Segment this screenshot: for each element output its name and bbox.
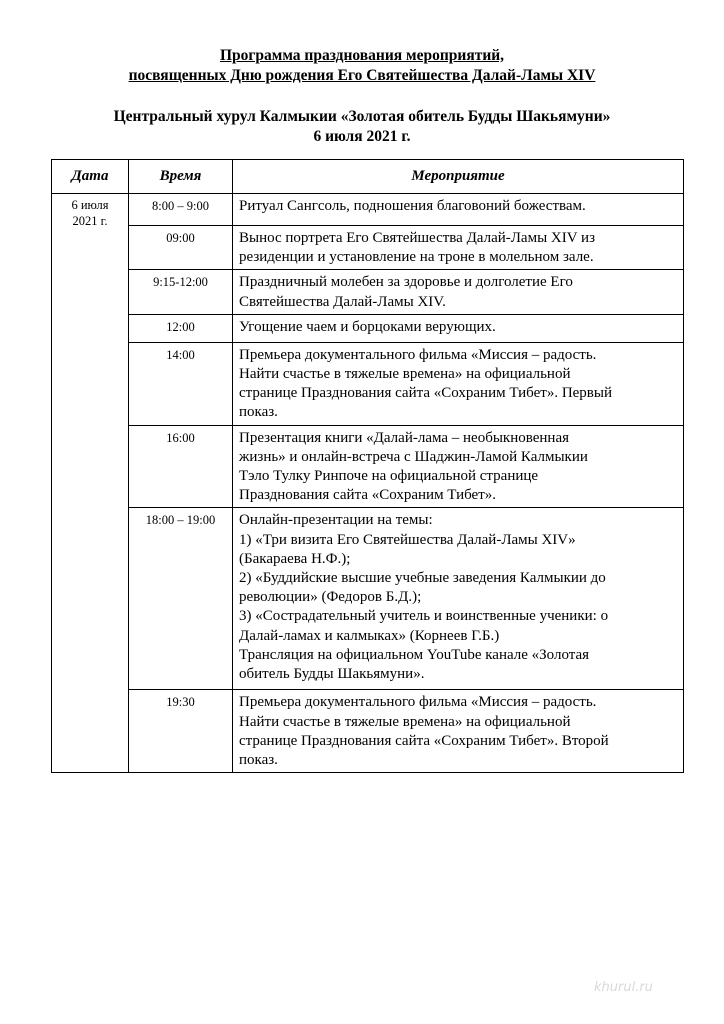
- time-cell: 09:00: [129, 226, 233, 270]
- event-text-line: Вынос портрета Его Святейшества Далай-Ламы XIV из: [239, 230, 596, 246]
- event-cell: [233, 508, 684, 690]
- time-cell: 12:00: [129, 314, 233, 342]
- table-row: [52, 270, 684, 314]
- time-cell: 8:00 – 9:00: [129, 194, 233, 226]
- event-cell: [233, 270, 684, 314]
- event-text-line: Праздничный молебен за здоровье и долголетие Его: [239, 274, 573, 291]
- event-text-line: Премьера документального фильма «Миссия – радость.: [239, 346, 597, 363]
- header-event: Мероприятие: [233, 160, 684, 194]
- event-text-line: Далай-ламах и калмыках» (Корнеев Г.Б.): [239, 627, 500, 644]
- date-line: 6 июля: [71, 198, 109, 212]
- watermark-text: khurul.ru: [594, 980, 653, 995]
- event-text-line: 2) «Буддийские высшие учебные заведения Калмыкии до: [239, 570, 606, 587]
- event-text-line: Найти счастье в тяжелые времена» на официальной: [239, 366, 571, 383]
- table-row: [52, 690, 684, 773]
- time-cell: 19:30: [129, 690, 233, 773]
- event-text-line: обитель Будды Шакьямуни».: [239, 666, 425, 683]
- event-text-line: Найти счастье в тяжелые времена» на официальной: [239, 713, 571, 730]
- time-cell: 14:00: [129, 342, 233, 425]
- date-cell: [52, 194, 129, 773]
- event-text-line: показ.: [239, 752, 278, 769]
- schedule-body: [52, 194, 684, 773]
- table-header-row: [52, 160, 684, 194]
- event-text-line: показ.: [239, 404, 278, 421]
- event-text-line: Трансляция на официальном YouTube канале «Золотая: [239, 646, 590, 663]
- event-text-line: странице Празднования сайта «Сохраним Тибет». Второй: [239, 732, 609, 749]
- event-text-line: 1) «Три визита Его Святейшества Далай-Ламы XIV»: [239, 531, 576, 548]
- event-cell: [233, 194, 684, 226]
- event-text-line: Угощение чаем и борцоками верующих.: [239, 318, 496, 335]
- event-text-line: жизнь» и онлайн-встреча с Шаджин-Ламой Калмыкии: [239, 448, 588, 465]
- event-text-line: Тэло Тулку Ринпоче на официальной странице: [239, 468, 539, 485]
- table-row: [52, 425, 684, 508]
- event-cell: [233, 690, 684, 773]
- event-cell: [233, 342, 684, 425]
- event-text-line: Празднования сайта «Сохраним Тибет».: [239, 487, 497, 504]
- table-row: [52, 314, 684, 342]
- event-text-line: революции» (Федоров Б.Д.);: [239, 589, 422, 606]
- event-date-subtitle: 6 июля 2021 г.: [313, 128, 411, 145]
- table-row: [52, 508, 684, 690]
- event-text-line: Премьера документального фильма «Миссия – радость.: [239, 694, 597, 711]
- table-row: [52, 194, 684, 226]
- table-row: [52, 226, 684, 270]
- time-cell: 18:00 – 19:00: [129, 508, 233, 690]
- event-text-line: Презентация книги «Далай-лама – необыкновенная: [239, 429, 570, 446]
- date-line: 2021 г.: [72, 214, 108, 228]
- time-cell: 16:00: [129, 425, 233, 508]
- event-cell: [233, 425, 684, 508]
- event-text-line: Ритуал Сангсоль, подношения благовоний божествам.: [239, 198, 586, 214]
- event-text-line: 3) «Сострадательный учитель и воинственные ученики: о: [239, 608, 609, 625]
- event-text-line: Онлайн-презентации на темы:: [239, 512, 433, 529]
- header-date: Дата: [52, 160, 129, 194]
- document-title-line-1: Программа празднования мероприятий,: [219, 47, 505, 64]
- event-text-line: (Бакараева Н.Ф.);: [239, 550, 351, 567]
- time-cell: 9:15-12:00: [129, 270, 233, 314]
- table-row: [52, 342, 684, 425]
- schedule-table: [51, 159, 684, 773]
- document-title-line-2: посвященных Дню рождения Его Святейшества Далай-Ламы XIV: [128, 67, 596, 84]
- event-text-line: странице Празднования сайта «Сохраним Тибет». Первый: [239, 385, 612, 402]
- venue-subtitle: Центральный хурул Калмыкии «Золотая обитель Будды Шакьямуни»: [113, 108, 611, 125]
- event-text-line: резиденции и установление на троне в молельном зале.: [239, 249, 594, 266]
- event-cell: [233, 226, 684, 270]
- event-text-line: Святейшества Далай-Ламы XIV.: [239, 293, 446, 310]
- header-time: Время: [129, 160, 233, 194]
- event-cell: [233, 314, 684, 342]
